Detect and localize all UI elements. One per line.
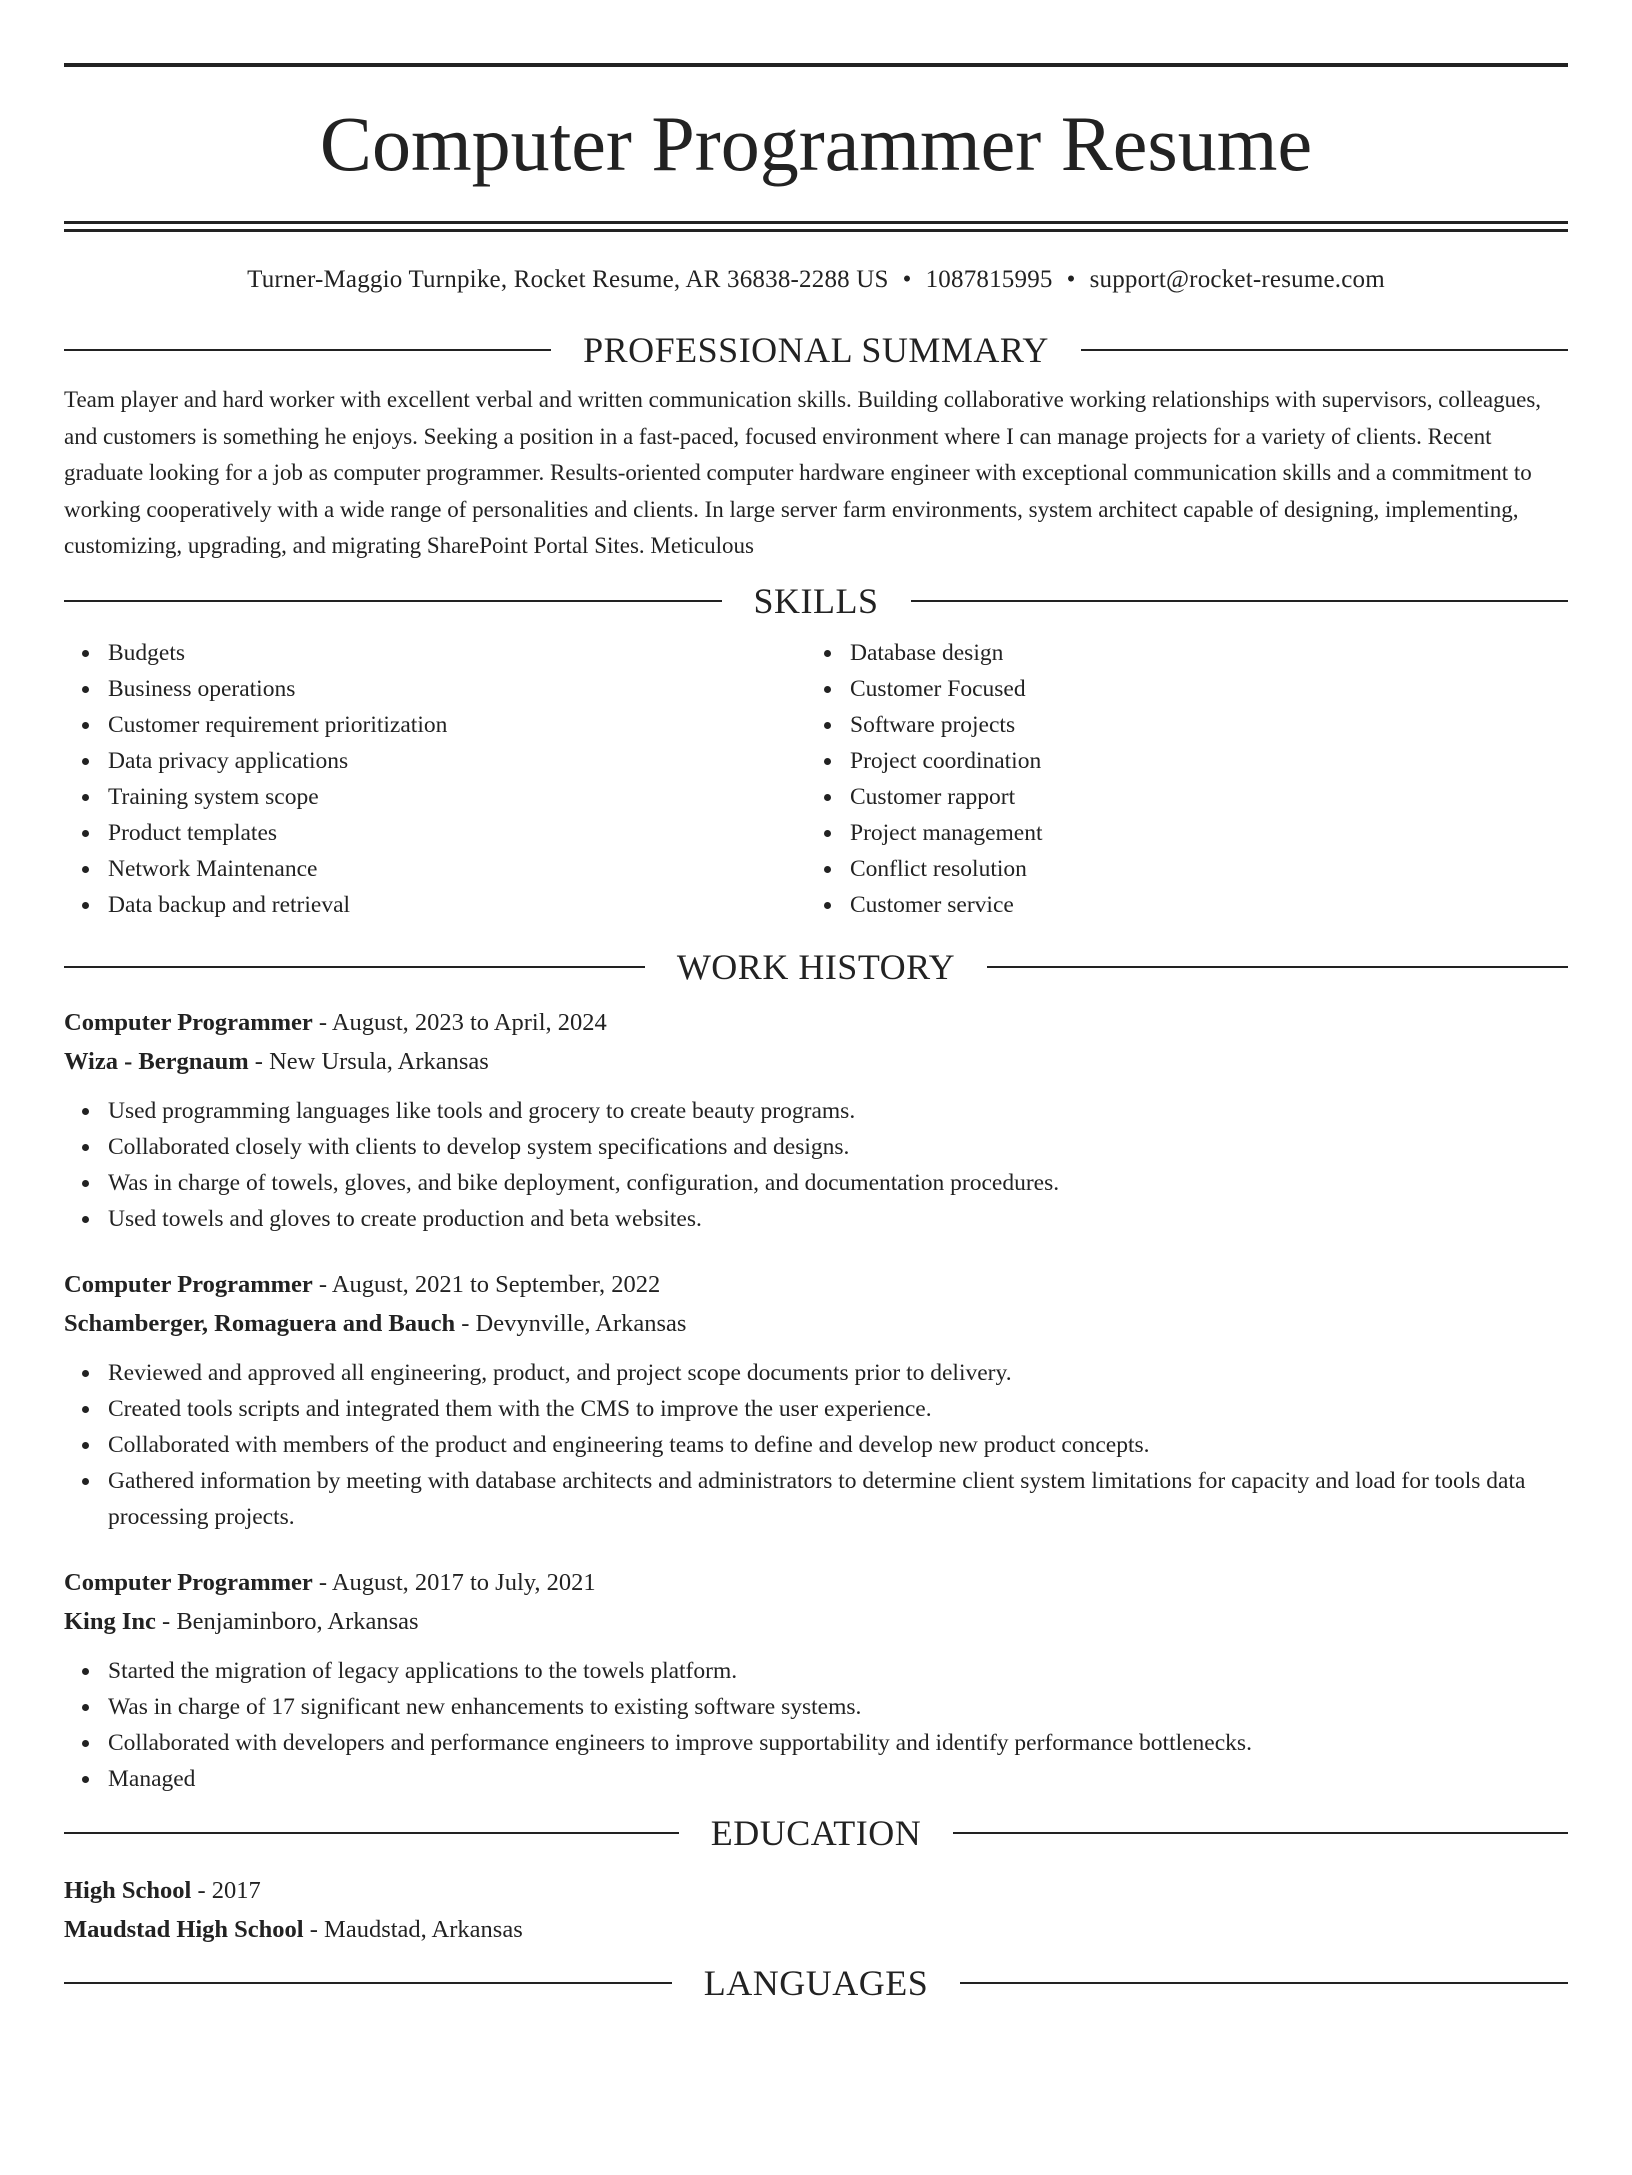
work-history-list xyxy=(64,1003,1568,1797)
education-entry xyxy=(64,1871,1568,1949)
skills-list xyxy=(64,635,1568,923)
job-bullet: Was in charge of towels, gloves, and bike deployment, configuration, and documentation procedures. xyxy=(64,1165,1568,1201)
section-rule xyxy=(1081,349,1568,351)
section-header-summary xyxy=(64,328,1568,372)
skills-column-right xyxy=(806,635,1548,923)
skill-item: Project management xyxy=(806,815,1548,851)
section-rule xyxy=(64,600,722,602)
job-bullet: Started the migration of legacy applications to the towels platform. xyxy=(64,1653,1568,1689)
job-bullet: Created tools scripts and integrated them with the CMS to improve the user experience. xyxy=(64,1391,1568,1427)
skill-item: Software projects xyxy=(806,707,1548,743)
skill-item: Customer service xyxy=(806,887,1548,923)
skill-item: Data privacy applications xyxy=(64,743,806,779)
skills-column-left xyxy=(64,635,806,923)
job-company: Wiza - Bergnaum xyxy=(64,1047,249,1075)
job-entry xyxy=(64,1563,1568,1797)
skill-item: Customer requirement prioritization xyxy=(64,707,806,743)
skill-item: Budgets xyxy=(64,635,806,671)
resume-title: Computer Programmer Resume xyxy=(319,100,1313,187)
job-title: Computer Programmer xyxy=(64,1270,313,1298)
job-bullet: Gathered information by meeting with database architects and administrators to determine client system limitations for capacity and load for tools data processing projects. xyxy=(64,1463,1568,1535)
job-company-line xyxy=(64,1304,1568,1343)
skill-item: Conflict resolution xyxy=(806,851,1548,887)
section-rule xyxy=(987,966,1568,968)
job-bullets xyxy=(64,1653,1568,1797)
contact-phone: 1087815995 xyxy=(925,266,1053,293)
title-double-rule xyxy=(64,221,1568,232)
job-title-line xyxy=(64,1563,1568,1602)
job-company-line xyxy=(64,1042,1568,1081)
section-header-work xyxy=(64,945,1568,989)
contact-separator: • xyxy=(1066,266,1076,293)
job-title: Computer Programmer xyxy=(64,1568,313,1596)
section-header-languages xyxy=(64,1961,1568,2005)
skill-item: Product templates xyxy=(64,815,806,851)
contact-address: Turner-Maggio Turnpike, Rocket Resume, AR 36838-2288 US xyxy=(247,266,889,293)
education-year: - 2017 xyxy=(191,1876,261,1904)
job-dates: - August, 2021 to September, 2022 xyxy=(312,1270,661,1298)
resume-page xyxy=(64,63,1568,2005)
skill-item: Network Maintenance xyxy=(64,851,806,887)
job-title: Computer Programmer xyxy=(64,1008,313,1036)
job-bullet: Collaborated closely with clients to develop system specifications and designs. xyxy=(64,1129,1568,1165)
section-rule xyxy=(911,600,1569,602)
job-entry xyxy=(64,1265,1568,1535)
job-entry xyxy=(64,1003,1568,1237)
job-bullets xyxy=(64,1093,1568,1237)
job-bullet: Reviewed and approved all engineering, product, and project scope documents prior to delivery. xyxy=(64,1355,1568,1391)
education-school: Maudstad High School xyxy=(64,1915,304,1943)
contact-email: support@rocket-resume.com xyxy=(1089,266,1385,293)
job-location: - Devynville, Arkansas xyxy=(455,1309,687,1337)
skill-item: Training system scope xyxy=(64,779,806,815)
section-title-skills: SKILLS xyxy=(753,580,879,621)
section-rule xyxy=(64,966,645,968)
skill-item: Customer Focused xyxy=(806,671,1548,707)
job-company-line xyxy=(64,1602,1568,1641)
skill-item: Customer rapport xyxy=(806,779,1548,815)
job-bullet: Managed xyxy=(64,1761,1568,1797)
section-rule xyxy=(960,1982,1568,1984)
skill-item: Project coordination xyxy=(806,743,1548,779)
skill-item: Database design xyxy=(806,635,1548,671)
section-title-summary: PROFESSIONAL SUMMARY xyxy=(583,330,1049,370)
education-degree: High School xyxy=(64,1876,192,1904)
section-rule xyxy=(64,349,551,351)
top-rule xyxy=(64,63,1568,67)
education-school-line xyxy=(64,1910,1568,1949)
section-title-work: WORK HISTORY xyxy=(676,946,956,987)
section-header-education xyxy=(64,1811,1568,1855)
job-title-line xyxy=(64,1003,1568,1042)
section-title-education: EDUCATION xyxy=(710,1812,922,1853)
section-rule xyxy=(953,1832,1568,1834)
skill-item: Business operations xyxy=(64,671,806,707)
job-bullet: Collaborated with members of the product and engineering teams to define and develop new product concepts. xyxy=(64,1427,1568,1463)
section-rule xyxy=(64,1982,672,1984)
job-bullet: Used programming languages like tools and grocery to create beauty programs. xyxy=(64,1093,1568,1129)
job-dates: - August, 2023 to April, 2024 xyxy=(312,1008,607,1036)
contact-separator: • xyxy=(902,266,912,293)
job-title-line xyxy=(64,1265,1568,1304)
job-bullet: Was in charge of 17 significant new enhancements to existing software systems. xyxy=(64,1689,1568,1725)
job-location: - Benjaminboro, Arkansas xyxy=(155,1607,419,1635)
job-company: King Inc xyxy=(64,1607,156,1635)
job-bullets xyxy=(64,1355,1568,1535)
job-bullet: Collaborated with developers and performance engineers to improve supportability and identify performance bottlenecks. xyxy=(64,1725,1568,1761)
section-header-skills xyxy=(64,579,1568,623)
section-rule xyxy=(64,1832,679,1834)
summary-text: Team player and hard worker with excellent verbal and written communication skills. Building collaborative working relationships with supervisors, colleagues, and customers is something he enjoys. Seeking a position in a fast-paced, focused environment where I can manage projects for a variety of clients. Recent graduate looking for a job as computer programmer. Results-oriented computer hardware engineer with exceptional communication skills and a commitment to working cooperatively with a wide range of personalities and clients. In large server farm environments, system architect capable of designing, implementing, customizing, upgrading, and migrating SharePoint Portal Sites. Meticulous xyxy=(64,387,1542,558)
skill-item: Data backup and retrieval xyxy=(64,887,806,923)
education-location: - Maudstad, Arkansas xyxy=(303,1915,523,1943)
job-location: - New Ursula, Arkansas xyxy=(248,1047,489,1075)
job-dates: - August, 2017 to July, 2021 xyxy=(312,1568,596,1596)
education-degree-line xyxy=(64,1871,1568,1910)
section-title-languages: LANGUAGES xyxy=(703,1962,929,2003)
job-bullet: Used towels and gloves to create production and beta websites. xyxy=(64,1201,1568,1237)
job-company: Schamberger, Romaguera and Bauch xyxy=(64,1309,456,1337)
contact-line xyxy=(64,266,1568,298)
